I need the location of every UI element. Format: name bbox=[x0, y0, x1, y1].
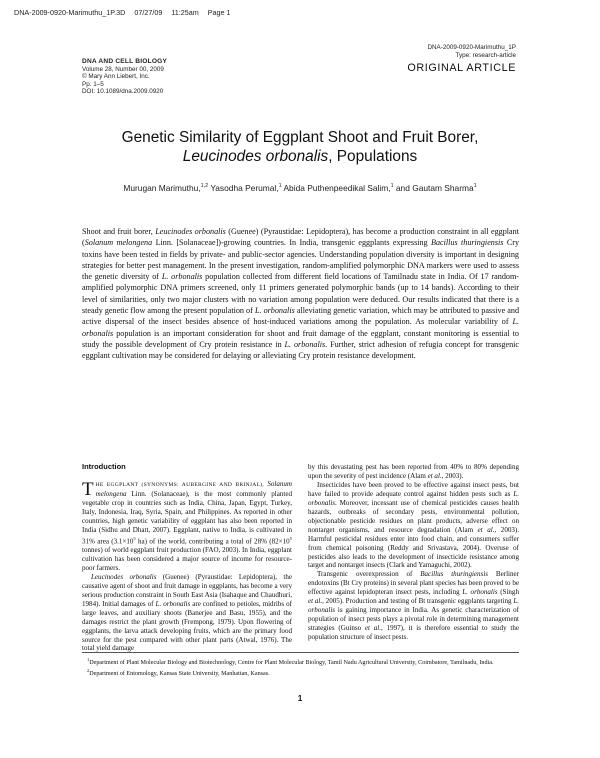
abstract-italic: L. orbonalis bbox=[82, 317, 519, 338]
abstract-italic: L. orbonalis bbox=[161, 272, 203, 282]
abstract-text: Shoot and fruit borer, bbox=[82, 227, 156, 236]
body-paragraph bbox=[82, 480, 292, 573]
title-line-1: Genetic Similarity of Eggplant Shoot and Fruit Borer, bbox=[121, 129, 479, 146]
paper-title bbox=[82, 128, 518, 166]
author-name: Abida Puthenpeedikal Salim, bbox=[281, 183, 391, 193]
body-superscript: 5 bbox=[133, 535, 136, 541]
footnote-divider bbox=[82, 652, 519, 653]
body-text: are confined to petioles, midribs of large leaves, and auxiliary shoots (Banerjee and Basu, 1955), and the damages restrict the plant growth (Frempong, 1979). Upon flowering of eggplants, the larva attack developing fruits, which are the primary food source for the pest compared with other plant parts (Atwal, 1976). The total yield damage bbox=[82, 599, 293, 653]
abstract bbox=[82, 226, 519, 362]
body-italic: Solanum melongena bbox=[95, 479, 293, 498]
author-name: Yasodha Perumal, bbox=[208, 183, 279, 193]
journal-info bbox=[82, 58, 167, 96]
abstract-text: (Guenee) (Pyraustidae: Lepidoptera), has become a production constraint in all eggplant ( bbox=[82, 227, 519, 248]
abstract-text: Cry toxins have been tested in fields by private- and public-sector agencies. Understanding population diversity is important in designing strategies for better pest management. In the present investigation, random-amplified polymorphic DNA markers were used to assess the genetic diversity of bbox=[82, 238, 520, 282]
body-text: by this devastating pest has been reported from 40% to 80% depending upon the severity of pest incidence (Alam bbox=[308, 463, 519, 480]
affiliation-item bbox=[82, 656, 519, 667]
running-header-time: 11:25am bbox=[171, 8, 199, 17]
body-text: , 1997), it is therefore essential to study the population structure of insect pests. bbox=[308, 624, 519, 642]
affiliation-number: 2 bbox=[87, 668, 90, 674]
article-id: DNA-2009-0920-Marimuthu_1P bbox=[427, 44, 516, 51]
journal-doi: DOI: 10.1089/dna.2009.0920 bbox=[82, 88, 164, 96]
body-paragraph bbox=[82, 573, 292, 654]
running-header-date: 07/27/09 bbox=[134, 8, 163, 17]
abstract-italic: Leucinodes orbonalis bbox=[155, 227, 226, 236]
abstract-text: population is an important consideration for shoot and fruit damage of the eggplant, constant monitoring is essential to study the possible development of Cry protein resistance in bbox=[82, 328, 519, 349]
abstract-text: . Further, strict adhesion of refugia concept for transgenic eggplant cultivation may be considered for delaying or alleviating Cry protein resistance development. bbox=[82, 339, 520, 361]
article-category: ORIGINAL ARTICLE bbox=[407, 62, 516, 74]
body-italic: L. orbonalis bbox=[462, 588, 498, 597]
body-italic: et al. bbox=[427, 471, 442, 480]
abstract-text: Linn. [Solanaceae])-growing countries. In India, transgenic eggplants expressing bbox=[152, 238, 431, 248]
affiliations bbox=[82, 656, 519, 679]
title-line-2-rest: , Populations bbox=[328, 148, 418, 165]
abstract-italic: Bacillus thuringiensis bbox=[431, 238, 504, 248]
body-italic: L. orbonalis bbox=[308, 597, 519, 615]
page-number: 1 bbox=[297, 694, 303, 703]
body-text: Berliner endotoxins (Bt Cry proteins) in several plant species has been proved to be effective against lepidopteran insect pests, including bbox=[308, 570, 519, 597]
affiliation-text: Department of Plant Molecular Biology and Biotechnology, Centre for Plant Molecular Biology, Tamil Nadu Agricultural University, Coimbatore, Tamilnadu, India. bbox=[89, 660, 494, 667]
abstract-italic: Solanum melongena bbox=[84, 238, 153, 248]
body-paragraph bbox=[308, 463, 519, 481]
abstract-text: alleviating genetic variation, which may be attributed to passive and active dispersal of the insect besides absence of host-induced variations among the population. As molecular variability of bbox=[82, 306, 520, 327]
body-text: , 2003). Harmful pesticidal residues enter into food chain, and consumers suffer from chemical poisoning (Reddy and Srivastava, 2004). Overuse of pesticides also leads to the development of insecticide resistance among target and nontarget insects (Clark and Yamaguchi, 2002). bbox=[308, 525, 520, 570]
body-italic: L. orbonalis bbox=[308, 489, 519, 507]
body-text: tonnes) of world eggplant fruit production (FAO, 2003). In India, eggplant cultivation has been considered a major source of income for resource-poor farmers. bbox=[82, 545, 292, 572]
author-affiliation: 1 bbox=[390, 183, 394, 190]
body-italic: et al. bbox=[364, 624, 382, 633]
body-text: , 2005). Production and testing of Bt transgenic eggplants targeting bbox=[322, 597, 514, 606]
journal-name: DNA AND CELL BIOLOGY bbox=[82, 58, 168, 65]
journal-pages: Pp. 1–5 bbox=[82, 80, 104, 88]
body-text: , 2003). bbox=[441, 471, 464, 480]
body-italic: et al. bbox=[308, 597, 323, 606]
body-paragraph bbox=[308, 481, 519, 571]
body-paragraph bbox=[308, 570, 519, 642]
body-text: . Moreover, incessant use of chemical pesticides causes health hazards, outbreaks of secondary pests, environmental pollution, objectionable pesticide residues on plant products, adverse effect on nontarget organisms, and resource degradation (Alam bbox=[308, 498, 519, 534]
section-heading-introduction: Introduction bbox=[82, 462, 126, 471]
body-text: Insecticides have been proved to be effective against insect pests, but have failed to provide adequate control against hidden pests such as bbox=[308, 480, 519, 498]
title-species: Leucinodes orbonalis bbox=[182, 148, 329, 165]
author-list bbox=[82, 183, 518, 193]
author-affiliation: 1 bbox=[278, 183, 282, 190]
affiliation-number: 1 bbox=[87, 657, 90, 662]
author-name: Murugan Marimuthu, bbox=[123, 183, 201, 193]
journal-copyright: © Mary Ann Liebert, Inc. bbox=[82, 73, 150, 81]
body-italic: Leucinodes orbonalis bbox=[91, 572, 157, 581]
author-affiliation: 1,2 bbox=[200, 183, 209, 190]
body-text: is gaining importance in India. As genetic characterization of population of insect pests plays a pivotal role in determining management strategies (Guinso bbox=[308, 606, 519, 633]
running-header bbox=[14, 8, 238, 17]
running-header-page: Page 1 bbox=[207, 8, 231, 17]
journal-volume: Volume 28, Number 00, 2009 bbox=[82, 65, 164, 73]
abstract-italic: L. orbonalis bbox=[254, 306, 295, 316]
drop-cap: T bbox=[82, 478, 94, 500]
opening-small-caps: HE EGGPLANT (SYNONYMS: AUBERGINE AND BRINJAL), bbox=[95, 481, 264, 488]
author-affiliation: 1 bbox=[473, 183, 477, 190]
article-info bbox=[427, 44, 516, 59]
body-text: (Guenee) (Pyraustidae: Lepidoptera), the causative agent of shoot and fruit damage in eggplants, has become a very serious production constraint in South East Asia (Isahaque and Chaudhuri, 1984). Initial damages of bbox=[82, 572, 292, 608]
body-text: Linn. (Solanaceae), is the most commonly planted vegetable crop in countries such as India, China, Japan, Egypt, Turkey, Italy, Indonesia, Iraq, Syria, Spain, and Philippines. As reported in other countries, high genetic variability of eggplant has also been reported in India (Sidhu and Dhatt, 2007). Eggplant, native to India, is cultivated in 31% area (3.1×10 bbox=[82, 489, 292, 546]
body-italic: et al. bbox=[477, 525, 495, 534]
body-italic: L. orbonalis bbox=[155, 599, 191, 608]
author-name: and Gautam Sharma bbox=[393, 183, 474, 193]
body-text: Transgenic overexpression of bbox=[317, 570, 421, 579]
affiliation-text: Department of Entomology, Kansas State University, Manhattan, Kansas. bbox=[89, 671, 270, 678]
abstract-text: population collected from different field locations of Tamilnadu state in India. Of 17 random-amplified polymorphic DNA primers screened, only 11 primers generated polymorphic bands (up to 14 bands). According to their level of similarities, only two major clusters with no variation among population were deduced. Our results indicated that there is a steady genetic flow among the present population of bbox=[82, 272, 519, 316]
affiliation-item bbox=[82, 667, 519, 678]
body-column-left bbox=[82, 463, 292, 653]
body-text: ha) of the world, contributing a total of 28% (82×10 bbox=[135, 537, 290, 546]
title-line-2 bbox=[82, 147, 518, 166]
body-text: (Singh bbox=[497, 588, 519, 597]
body-column-right bbox=[308, 463, 519, 642]
article-type: Type: research-article bbox=[455, 51, 516, 59]
body-superscript: 5 bbox=[289, 535, 292, 541]
running-header-file: DNA-2009-0920-Marimuthu_1P.3D bbox=[14, 8, 126, 17]
body-italic: Bacillus thuringiensis bbox=[420, 570, 489, 579]
abstract-italic: L. orbonalis bbox=[284, 339, 326, 349]
